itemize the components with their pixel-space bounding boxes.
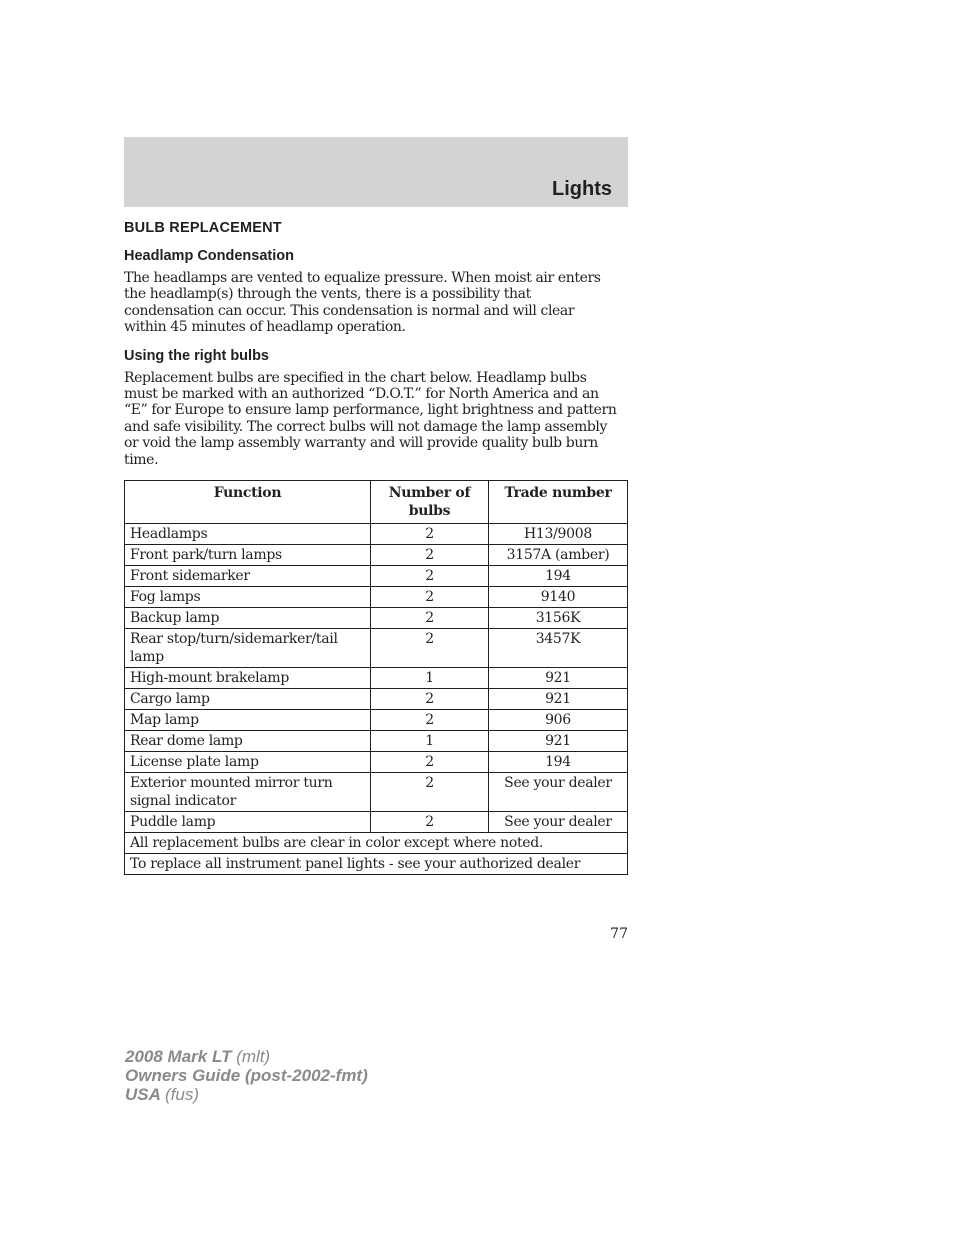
table-row — [125, 668, 628, 689]
table-note-row — [125, 854, 628, 875]
footer-market-code: (fus) — [165, 1085, 199, 1104]
paragraph-line: Replacement bulbs are specified in the chart below. Headlamp bulbs — [124, 369, 587, 386]
paragraph-line: time. — [124, 451, 159, 468]
footer-line-model — [125, 1047, 368, 1066]
chapter-header — [124, 137, 628, 207]
cell-number: 2 — [371, 773, 489, 812]
cell-number: 2 — [371, 812, 489, 833]
cell-function: Exterior mounted mirror turn signal indicator — [125, 773, 371, 812]
table-row — [125, 566, 628, 587]
cell-number: 2 — [371, 524, 489, 545]
table-note: To replace all instrument panel lights - see your authorized dealer — [125, 854, 628, 875]
cell-function: Rear stop/turn/sidemarker/tail lamp — [125, 629, 371, 668]
cell-number: 1 — [371, 731, 489, 752]
footer-market: USA — [125, 1085, 161, 1104]
cell-trade: 9140 — [489, 587, 628, 608]
column-header-trade: Trade number — [489, 481, 628, 524]
chapter-title: Lights — [552, 178, 612, 200]
cell-trade: 921 — [489, 668, 628, 689]
cell-function: Headlamps — [125, 524, 371, 545]
table-row — [125, 629, 628, 668]
table-header-row — [125, 481, 628, 524]
condensation-paragraph — [124, 270, 628, 336]
cell-function: Front park/turn lamps — [125, 545, 371, 566]
cell-function: High-mount brakelamp — [125, 668, 371, 689]
cell-number: 2 — [371, 608, 489, 629]
table-row — [125, 608, 628, 629]
footer-model-code: (mlt) — [236, 1047, 271, 1066]
cell-trade: 194 — [489, 566, 628, 587]
section-title: BULB REPLACEMENT — [124, 220, 282, 236]
table-row — [125, 545, 628, 566]
document-footer — [125, 1047, 368, 1104]
cell-function: Front sidemarker — [125, 566, 371, 587]
paragraph-line: within 45 minutes of headlamp operation. — [124, 319, 406, 336]
right-bulbs-paragraph — [124, 370, 628, 468]
table-row — [125, 773, 628, 812]
table-row — [125, 812, 628, 833]
table-body — [125, 524, 628, 875]
cell-function: Fog lamps — [125, 587, 371, 608]
cell-trade: 921 — [489, 689, 628, 710]
table-row — [125, 731, 628, 752]
paragraph-line: the headlamp(s) through the vents, there is a possibility that — [124, 286, 531, 303]
table-row — [125, 689, 628, 710]
page-number: 77 — [610, 926, 628, 942]
paragraph-line: or void the lamp assembly warranty and will provide quality bulb burn — [124, 435, 598, 452]
table-row — [125, 752, 628, 773]
cell-number: 2 — [371, 566, 489, 587]
cell-trade: H13/9008 — [489, 524, 628, 545]
table-row — [125, 524, 628, 545]
cell-trade: 3157A (amber) — [489, 545, 628, 566]
column-header-number: Number of bulbs — [371, 481, 489, 524]
table-note: All replacement bulbs are clear in color except where noted. — [125, 833, 628, 854]
cell-number: 2 — [371, 587, 489, 608]
bulb-table — [124, 480, 628, 875]
cell-trade: 3156K — [489, 608, 628, 629]
footer-line-market — [125, 1085, 368, 1104]
paragraph-line: condensation can occur. This condensation is normal and will clear — [124, 302, 575, 319]
page-content — [124, 220, 628, 875]
paragraph-line: must be marked with an authorized “D.O.T.” for North America and an — [124, 386, 599, 403]
cell-trade: 906 — [489, 710, 628, 731]
table-row — [125, 710, 628, 731]
cell-function: Cargo lamp — [125, 689, 371, 710]
table-row — [125, 587, 628, 608]
cell-number: 2 — [371, 710, 489, 731]
cell-number: 2 — [371, 752, 489, 773]
cell-number: 2 — [371, 545, 489, 566]
cell-function: Puddle lamp — [125, 812, 371, 833]
column-header-function: Function — [125, 481, 371, 524]
paragraph-line: and safe visibility. The correct bulbs will not damage the lamp assembly — [124, 418, 607, 435]
right-bulbs-heading: Using the right bulbs — [124, 347, 269, 364]
condensation-heading: Headlamp Condensation — [124, 248, 294, 264]
cell-number: 2 — [371, 629, 489, 668]
cell-trade: 921 — [489, 731, 628, 752]
cell-trade: 3457K — [489, 629, 628, 668]
paragraph-line: The headlamps are vented to equalize pressure. When moist air enters — [124, 270, 601, 286]
cell-number: 1 — [371, 668, 489, 689]
paragraph-line: “E” for Europe to ensure lamp performance, light brightness and pattern — [124, 402, 617, 419]
cell-number: 2 — [371, 689, 489, 710]
footer-line-guide: Owners Guide (post-2002-fmt) — [125, 1066, 368, 1085]
cell-trade: See your dealer — [489, 773, 628, 812]
cell-function: Backup lamp — [125, 608, 371, 629]
cell-function: Rear dome lamp — [125, 731, 371, 752]
cell-function: Map lamp — [125, 710, 371, 731]
cell-function: License plate lamp — [125, 752, 371, 773]
table-note-row — [125, 833, 628, 854]
footer-model: 2008 Mark LT — [125, 1047, 232, 1066]
cell-trade: See your dealer — [489, 812, 628, 833]
cell-trade: 194 — [489, 752, 628, 773]
